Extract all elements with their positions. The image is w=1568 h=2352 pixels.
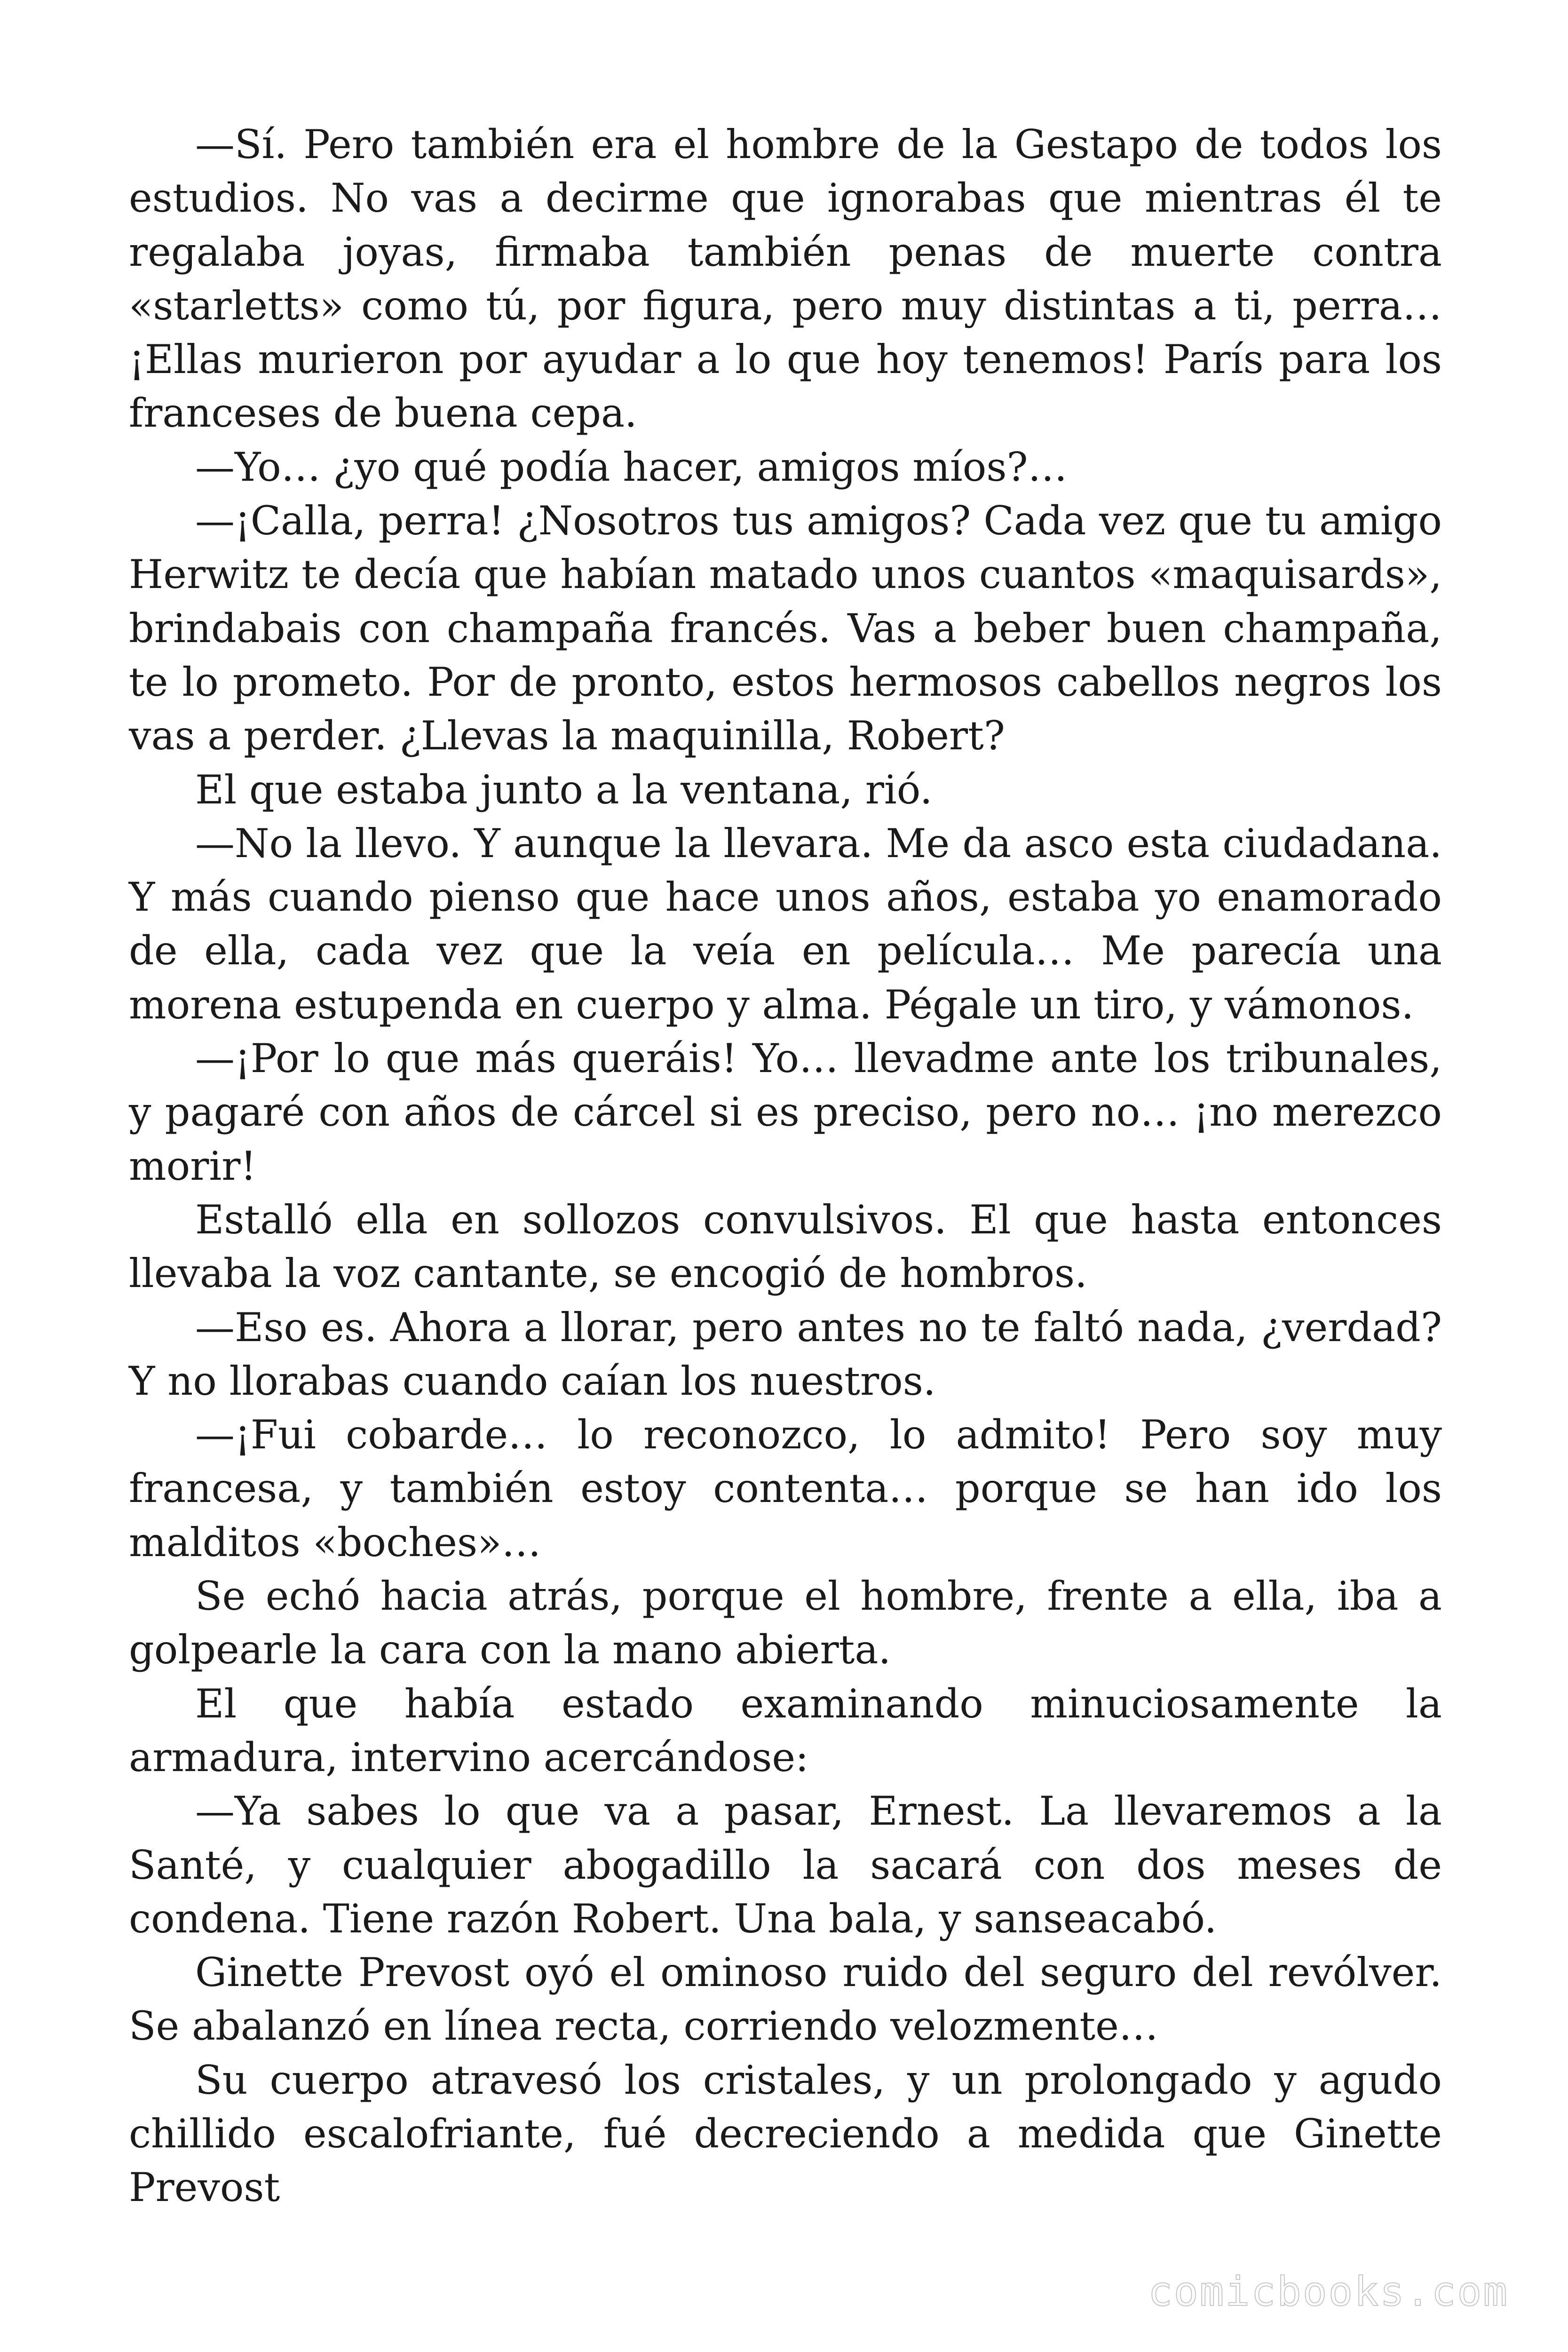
paragraph: Ginette Prevost oyó el ominoso ruido del seguro del revólver. Se abalanzó en línea recta, corriendo velozmente… — [129, 1949, 1442, 2050]
paragraph: Se echó hacia atrás, porque el hombre, frente a ella, iba a golpearle la cara con la mano abierta. — [129, 1573, 1442, 1673]
paragraph: —Ya sabes lo que va a pasar, Ernest. La llevaremos a la Santé, y cualquier abogadillo la sacará con dos meses de condena. Tiene razón Robert. Una bala, y sanseacabó. — [129, 1788, 1442, 1942]
paragraph: Su cuerpo atravesó los cristales, y un prolongado y agudo chillido escalofriante, fué decreciendo a medida que Ginette Prevost — [129, 2057, 1442, 2211]
paragraph: —Sí. Pero también era el hombre de la Gestapo de todos los estudios. No vas a decirme que ignorabas que mientras él te regalaba joyas, firmaba también penas de muerte contra «starletts» como tú, por figura, pero muy distintas a ti, perra… ¡Ellas murieron por ayudar a lo que hoy tenemos! París para los franceses de buena cepa. — [129, 121, 1442, 437]
paragraph: El que estaba junto a la ventana, rió. — [195, 766, 933, 813]
paragraph: El que había estado examinando minuciosamente la armadura, intervino acercándose: — [129, 1680, 1442, 1780]
paragraph: —Yo… ¿yo qué podía hacer, amigos míos?… — [195, 444, 1068, 490]
watermark: comicbooks.com — [1148, 2268, 1509, 2315]
page-body — [129, 118, 1442, 2215]
paragraph: —¡Fui cobarde… lo reconozco, lo admito! Pero soy muy francesa, y también estoy contenta… porque se han ido los malditos «boches»… — [129, 1412, 1442, 1565]
paragraph: —¡Por lo que más queráis! Yo… llevadme ante los tribunales, y pagaré con años de cárcel si es preciso, pero no… ¡no merezco morir! — [129, 1035, 1442, 1189]
paragraph: —¡Calla, perra! ¿Nosotros tus amigos? Cada vez que tu amigo Herwitz te decía que habían matado unos cuantos «maquisards», brindabais con champaña francés. Vas a beber buen champaña, te lo prometo. Por de pronto, estos hermosos cabellos negros los vas a perder. ¿Llevas la maquinilla, Robert? — [129, 498, 1442, 759]
paragraph: —Eso es. Ahora a llorar, pero antes no te faltó nada, ¿verdad? Y no llorabas cuando caían los nuestros. — [129, 1304, 1442, 1404]
paragraph: Estalló ella en sollozos convulsivos. El que hasta entonces llevaba la voz cantante, se encogió de hombros. — [129, 1196, 1442, 1297]
paragraph: —No la llevo. Y aunque la llevara. Me da asco esta ciudadana. Y más cuando pienso que hace unos años, estaba yo enamorado de ella, cada vez que la veía en película… Me parecía una morena estupenda en cuerpo y alma. Pégale un tiro, y vámonos. — [129, 820, 1442, 1028]
